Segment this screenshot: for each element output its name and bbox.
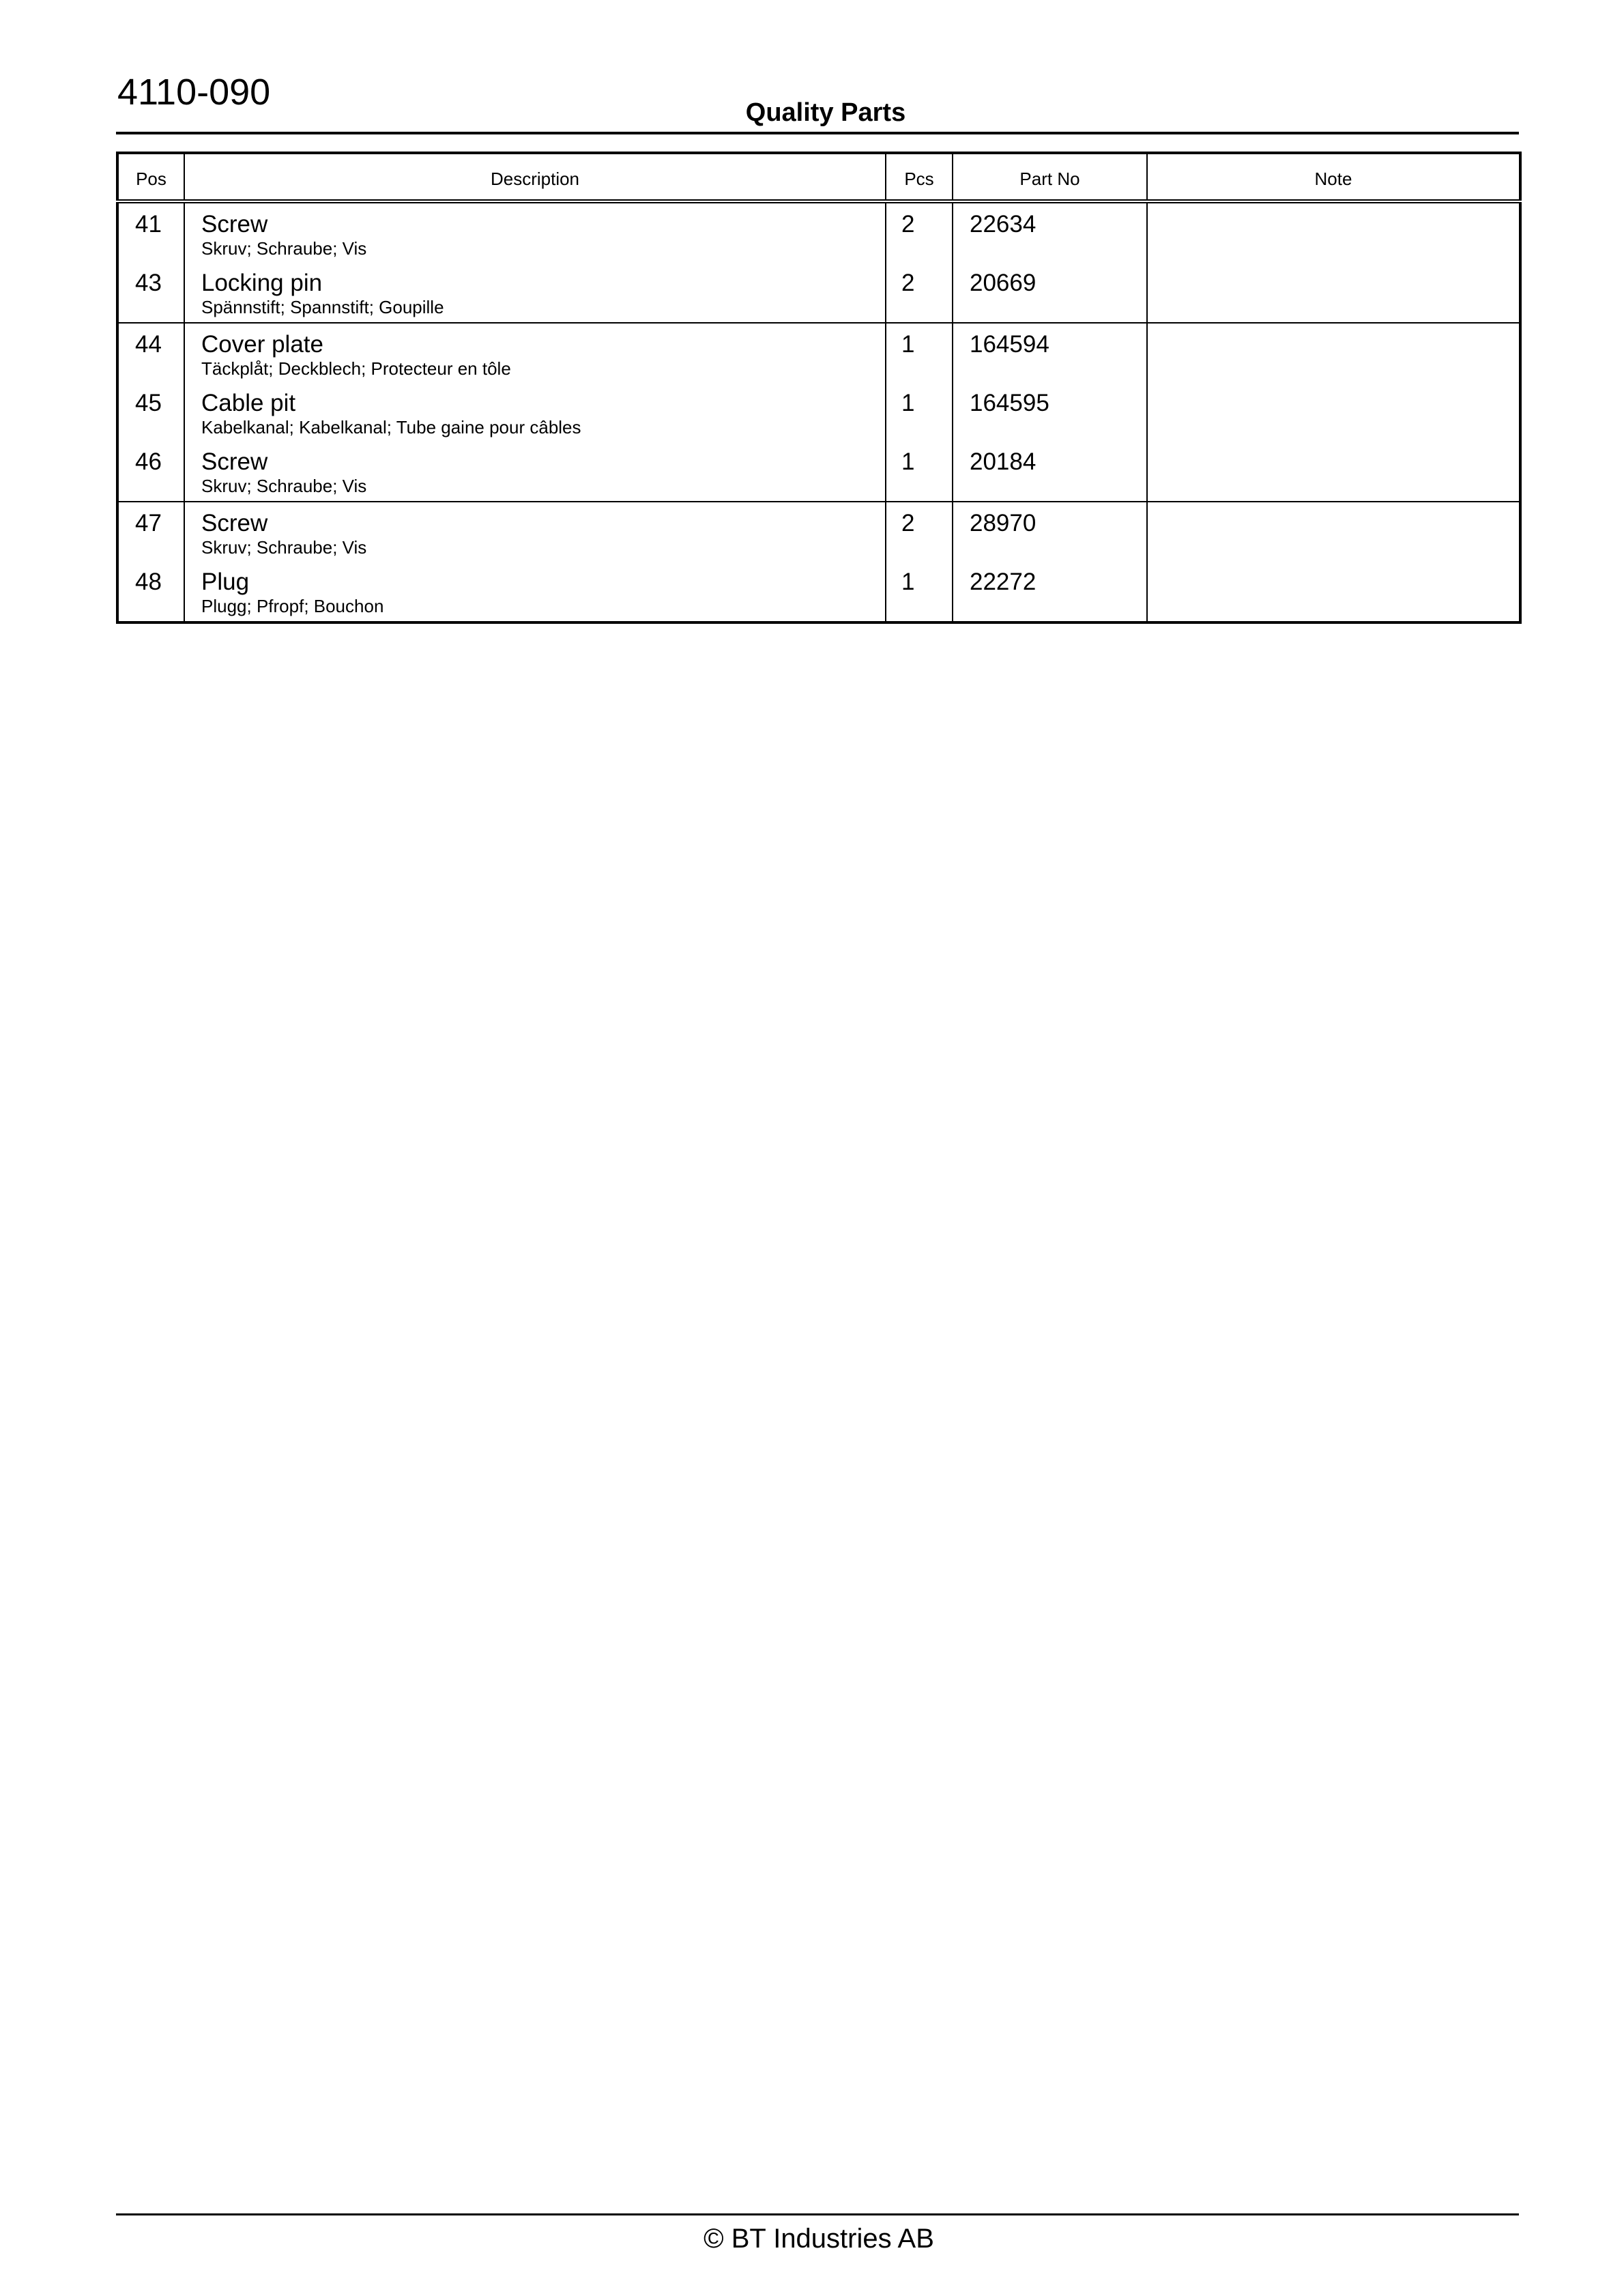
- pcs-value: 1: [901, 390, 915, 416]
- note-cell: [1147, 382, 1520, 441]
- note-cell: [1147, 323, 1520, 382]
- table-row: [117, 262, 1520, 323]
- item-name: Cable pit: [201, 390, 296, 416]
- note-cell: [1147, 561, 1520, 622]
- document-number: 4110-090: [117, 72, 271, 113]
- table-row: [117, 382, 1520, 441]
- footer-divider: [116, 2213, 1519, 2215]
- part-number: 164595: [970, 390, 1049, 416]
- item-translations: Skruv; Schraube; Vis: [201, 537, 367, 558]
- pos-value: 41: [135, 211, 162, 238]
- part-number: 22634: [970, 211, 1036, 238]
- pos-value: 44: [135, 331, 162, 358]
- table-row: [117, 201, 1520, 262]
- pcs-value: 1: [901, 569, 915, 595]
- parts-table: [116, 152, 1522, 624]
- part-number: 20184: [970, 448, 1036, 475]
- parts-group: [117, 502, 1520, 622]
- pcs-value: 2: [901, 270, 915, 296]
- note-cell: [1147, 201, 1520, 262]
- column-header-part-no: Part No: [953, 153, 1147, 201]
- copyright-text: © BT Industries AB: [704, 2224, 934, 2254]
- item-name: Screw: [201, 510, 268, 536]
- table-row: [117, 323, 1520, 382]
- table-header-row: [117, 153, 1520, 201]
- column-header-description: Description: [184, 153, 886, 201]
- item-name: Screw: [201, 211, 268, 238]
- pos-value: 46: [135, 448, 162, 475]
- part-number: 22272: [970, 569, 1036, 595]
- pcs-value: 1: [901, 331, 915, 358]
- column-header-note: Note: [1147, 153, 1520, 201]
- item-translations: Spännstift; Spannstift; Goupille: [201, 297, 444, 317]
- note-cell: [1147, 441, 1520, 502]
- note-cell: [1147, 502, 1520, 561]
- pcs-value: 1: [901, 448, 915, 475]
- pos-value: 48: [135, 569, 162, 595]
- item-name: Cover plate: [201, 331, 323, 358]
- column-header-pcs: Pcs: [886, 153, 953, 201]
- pcs-value: 2: [901, 510, 915, 536]
- table-row: [117, 561, 1520, 622]
- column-header-pos: Pos: [117, 153, 184, 201]
- item-name: Screw: [201, 448, 268, 475]
- part-number: 164594: [970, 331, 1049, 358]
- pos-value: 47: [135, 510, 162, 536]
- item-name: Locking pin: [201, 270, 323, 296]
- item-translations: Skruv; Schraube; Vis: [201, 238, 367, 259]
- item-translations: Täckplåt; Deckblech; Protecteur en tôle: [201, 358, 511, 379]
- parts-group: [117, 201, 1520, 323]
- pcs-value: 2: [901, 211, 915, 238]
- pos-value: 43: [135, 270, 162, 296]
- pos-value: 45: [135, 390, 162, 416]
- part-number: 20669: [970, 270, 1036, 296]
- item-name: Plug: [201, 569, 250, 595]
- table-row: [117, 502, 1520, 561]
- part-number: 28970: [970, 510, 1036, 536]
- page-title: Quality Parts: [745, 98, 906, 127]
- note-cell: [1147, 262, 1520, 323]
- parts-group: [117, 323, 1520, 502]
- item-translations: Kabelkanal; Kabelkanal; Tube gaine pour câbles: [201, 417, 581, 437]
- item-translations: Plugg; Pfropf; Bouchon: [201, 596, 384, 616]
- item-translations: Skruv; Schraube; Vis: [201, 476, 367, 496]
- table-row: [117, 441, 1520, 502]
- header-divider: [116, 132, 1519, 134]
